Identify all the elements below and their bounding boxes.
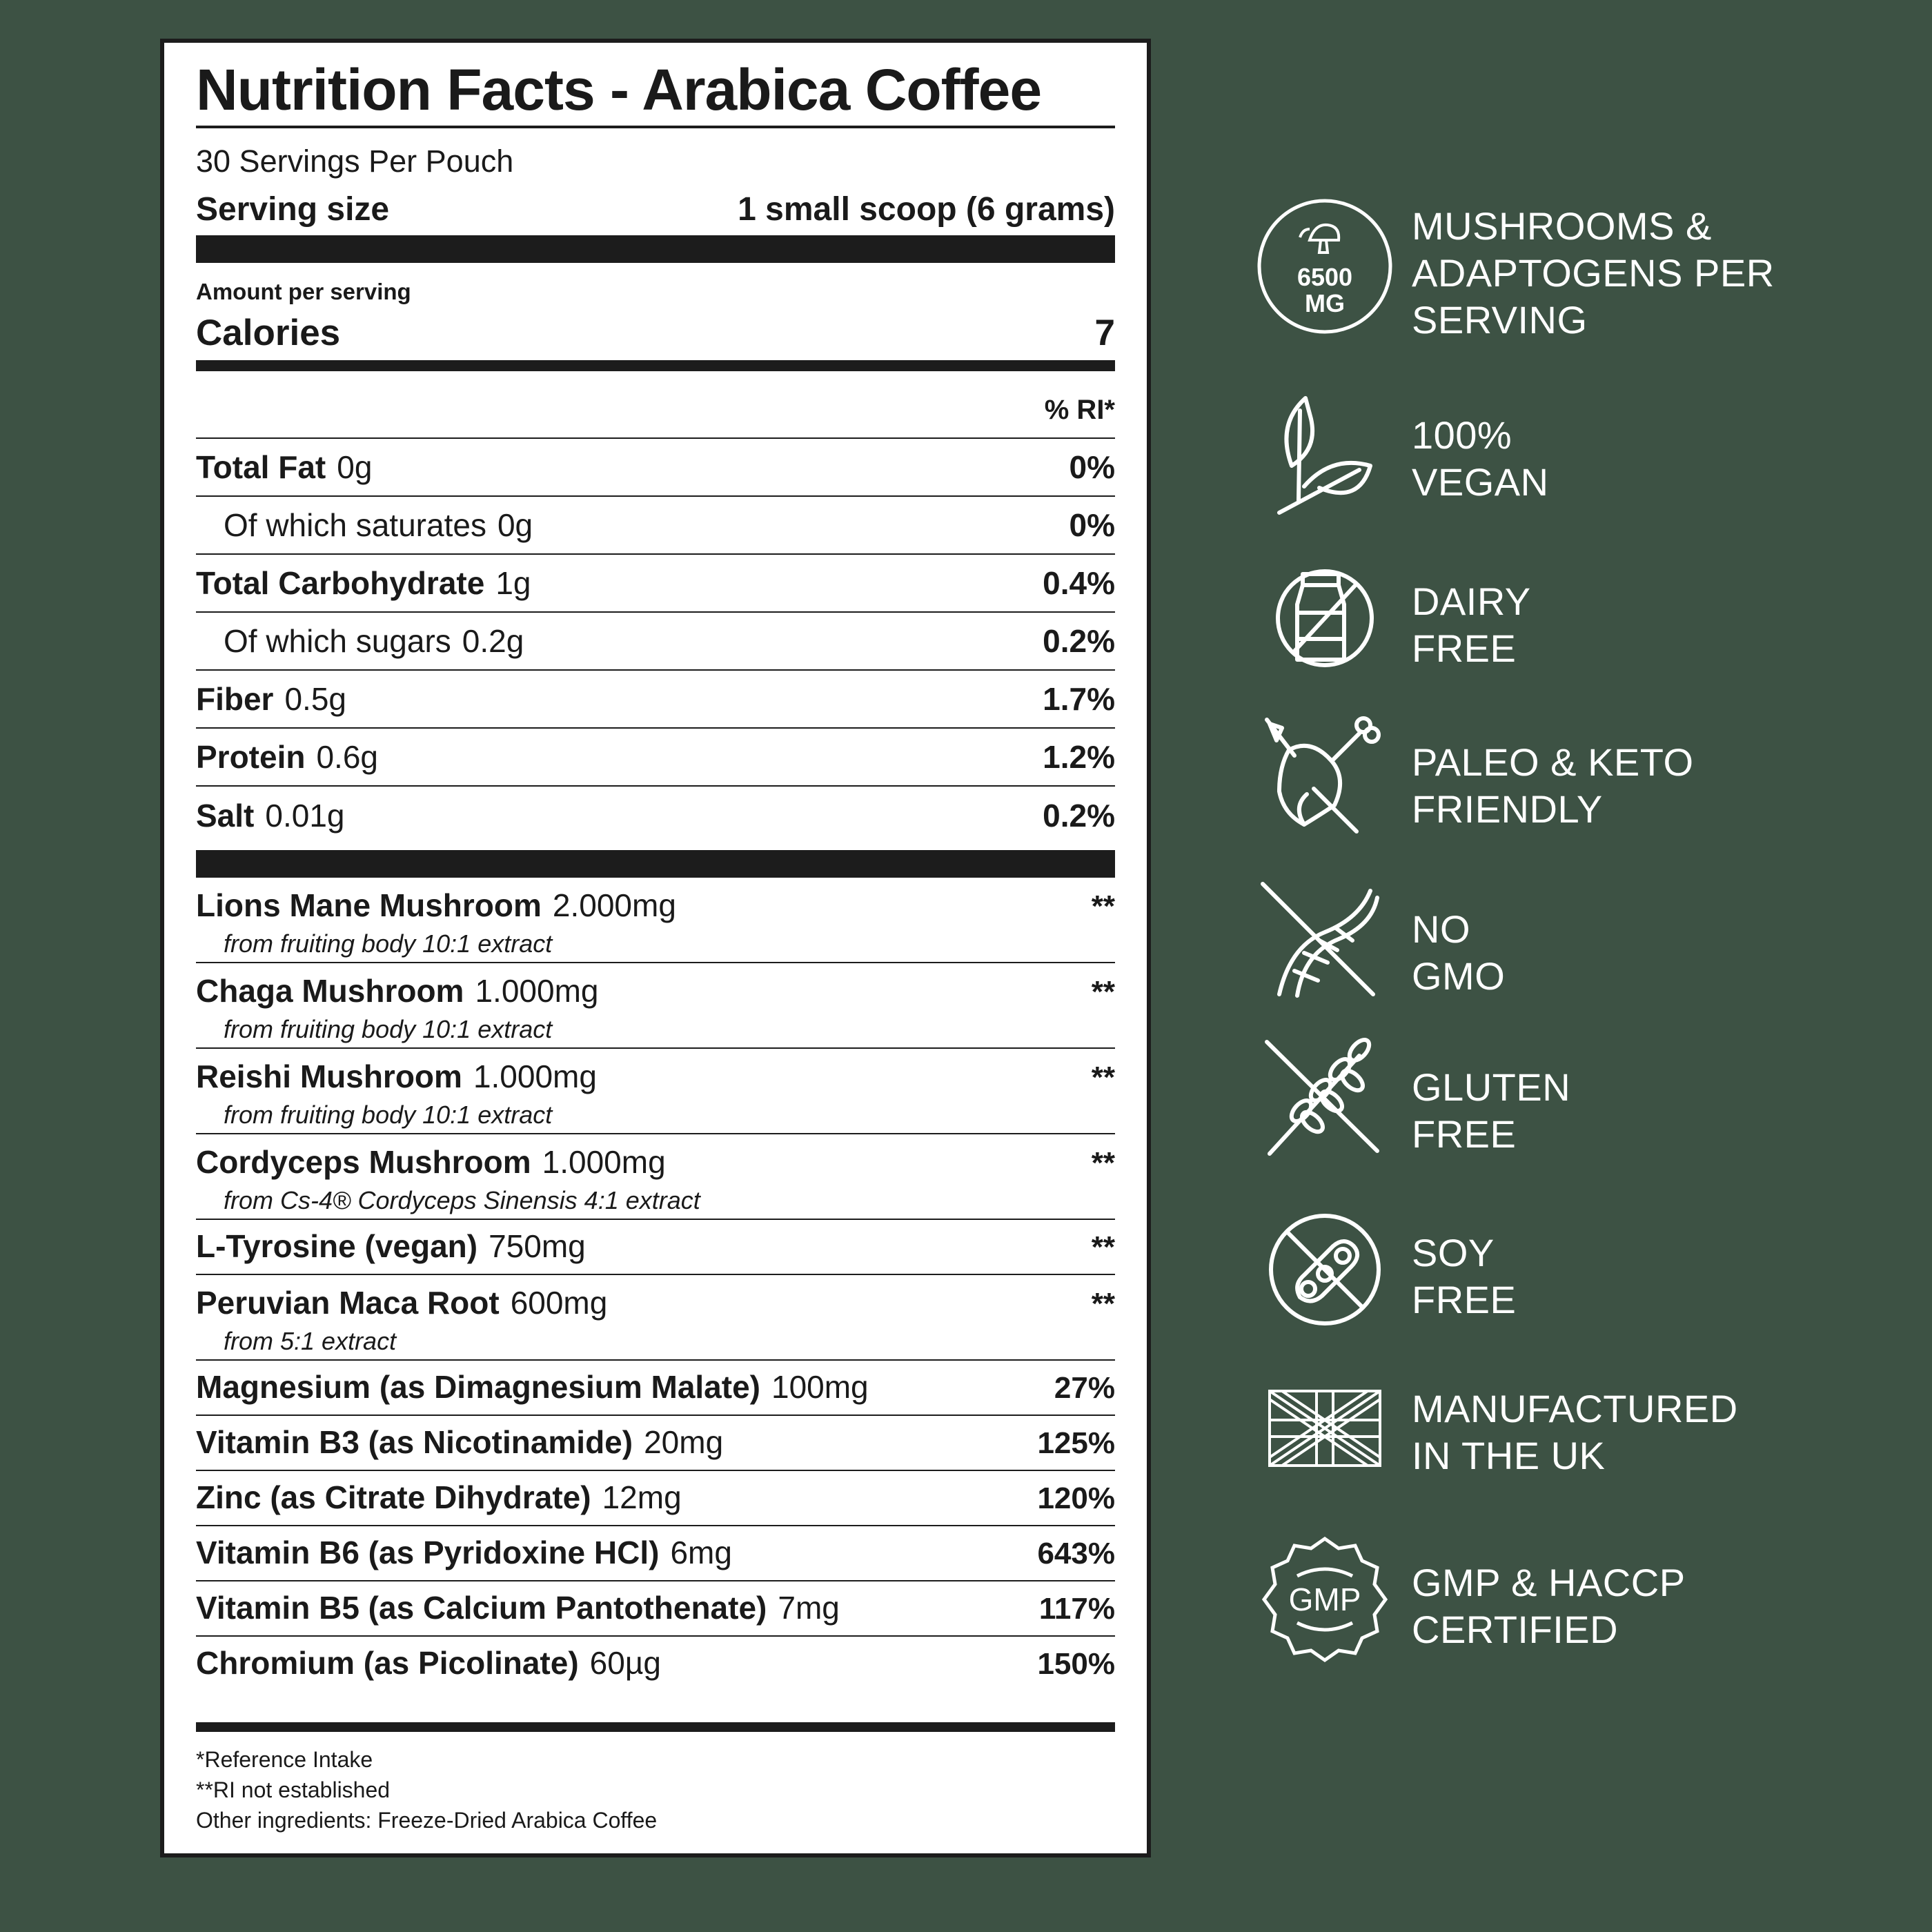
nutrient-name: Total Carbohydrate (196, 565, 485, 601)
ri-column-header (196, 382, 1115, 437)
nutrient-name: Protein (196, 739, 306, 775)
ingredient-percent: 125% (1037, 1426, 1115, 1460)
badge-text (1412, 1201, 1516, 1352)
svg-text:GMP: GMP (1288, 1581, 1361, 1617)
nutrient-name: Salt (196, 798, 255, 834)
ingredient-name: Lions Mane Mushroom (196, 887, 542, 923)
badge-line: SOY (1412, 1231, 1495, 1274)
bottom-divider (196, 1722, 1115, 1732)
ingredient-row (196, 1581, 1115, 1637)
nutrient-name: Total Fat (196, 449, 326, 485)
badge-line: NO (1412, 907, 1470, 951)
ingredient-percent: ** (1091, 1061, 1115, 1094)
ingredient-row (196, 1471, 1115, 1526)
badge-line: GMO (1412, 954, 1506, 998)
ingredient-percent: 643% (1037, 1537, 1115, 1570)
ingredient-row (196, 1416, 1115, 1471)
servings-per-container: 30 Servings Per Pouch (196, 144, 514, 179)
badge-vegan (1256, 383, 1877, 535)
serving-size-row (196, 183, 1115, 235)
ingredient-percent: ** (1091, 889, 1115, 923)
badge-line: GLUTEN (1412, 1065, 1571, 1109)
badge-line: DAIRY (1412, 580, 1531, 623)
ingredient-name: Vitamin B5 (as Calcium Pantothenate) (196, 1590, 767, 1626)
nutrient-name: Of which sugars (224, 623, 451, 659)
ingredient-note: from 5:1 extract (224, 1327, 397, 1355)
nutrient-row (196, 613, 1115, 671)
ingredient-amount: 750mg (489, 1228, 586, 1264)
ingredient-row (196, 1049, 1115, 1134)
badge-line: FREE (1412, 1278, 1517, 1321)
nutrient-percent: 0% (1069, 449, 1115, 485)
calories-label: Calories (196, 312, 341, 353)
badge-paleo-keto (1256, 710, 1877, 862)
nutrient-name: Fiber (196, 681, 274, 717)
ingredient-amount: 60µg (589, 1645, 661, 1681)
ingredient-note: from Cs-4® Cordyceps Sinensis 4:1 extract (224, 1186, 700, 1214)
nutrient-percent: 0.4% (1043, 565, 1115, 601)
badge-text (1412, 710, 1694, 862)
ingredient-name: L-Tyrosine (vegan) (196, 1228, 478, 1264)
ingredient-name: Vitamin B6 (as Pyridoxine HCl) (196, 1535, 660, 1570)
calories-row (196, 305, 1115, 360)
footnote-other-ingredients: Other ingredients: Freeze-Dried Arabica Coffee (196, 1808, 658, 1833)
footnotes (196, 1744, 1115, 1835)
ingredient-percent: ** (1091, 1146, 1115, 1180)
badge-line: ADAPTOGENS PER (1412, 251, 1775, 295)
ingredient-name: Reishi Mushroom (196, 1058, 462, 1094)
ingredient-row (196, 1637, 1115, 1692)
ingredient-percent: 150% (1037, 1647, 1115, 1681)
no-dna-icon (1256, 877, 1394, 1015)
nutrient-percent: 1.2% (1043, 739, 1115, 775)
ingredient-row (196, 1526, 1115, 1581)
ingredient-note: from fruiting body 10:1 extract (224, 929, 553, 958)
nutrient-list (196, 439, 1115, 845)
badge-line: CERTIFIED (1412, 1608, 1619, 1651)
mushroom-dose-icon (1256, 197, 1394, 335)
meat-leg-icon (1256, 710, 1394, 848)
badge-line: FREE (1412, 627, 1517, 670)
footnote-reference-intake: *Reference Intake (196, 1747, 373, 1772)
ingredient-amount: 1.000mg (473, 1058, 597, 1094)
ingredient-note: from fruiting body 10:1 extract (224, 1015, 553, 1043)
badge-text (1412, 549, 1531, 701)
badge-line: IN THE UK (1412, 1434, 1606, 1477)
thick-divider (196, 235, 1115, 263)
ingredient-name: Chaga Mushroom (196, 973, 464, 1009)
uk-flag-icon (1256, 1357, 1394, 1495)
ingredient-name: Peruvian Maca Root (196, 1285, 500, 1321)
footnote-ri-not-established: **RI not established (196, 1777, 391, 1802)
nutrient-row (196, 729, 1115, 787)
ingredient-percent: 117% (1038, 1592, 1115, 1626)
ingredient-name: Cordyceps Mushroom (196, 1144, 531, 1180)
ingredient-amount: 7mg (778, 1590, 840, 1626)
panel-title: Nutrition Facts - Arabica Coffee (196, 57, 1042, 122)
badge-made-in-uk (1256, 1357, 1877, 1508)
ingredient-percent: ** (1091, 1230, 1115, 1264)
no-soy-icon (1256, 1201, 1394, 1339)
nutrient-amount: 0.5g (284, 681, 346, 717)
thick-divider (196, 850, 1115, 878)
nutrient-amount: 1g (495, 565, 531, 601)
nutrient-row (196, 439, 1115, 497)
badge-text (1412, 1530, 1686, 1682)
ingredient-name: Chromium (as Picolinate) (196, 1645, 579, 1681)
badge-line: GMP & HACCP (1412, 1561, 1686, 1604)
ingredient-amount: 20mg (644, 1424, 724, 1460)
nutrient-row (196, 555, 1115, 613)
nutrient-percent: 0% (1069, 507, 1115, 543)
badge-gluten-free (1256, 1035, 1877, 1187)
ingredient-row (196, 1361, 1115, 1416)
badge-gmp-haccp (1256, 1530, 1877, 1682)
ingredient-percent: 27% (1054, 1371, 1115, 1405)
ingredient-row (196, 878, 1115, 963)
ingredient-name: Magnesium (as Dimagnesium Malate) (196, 1369, 760, 1405)
ingredient-percent: 120% (1037, 1481, 1115, 1515)
badge-line: MUSHROOMS & (1412, 204, 1712, 248)
nutrient-row (196, 671, 1115, 729)
badge-line: FRIENDLY (1412, 787, 1603, 831)
ingredient-note: from fruiting body 10:1 extract (224, 1101, 553, 1129)
ingredient-amount: 100mg (771, 1369, 869, 1405)
badge-soy-free (1256, 1201, 1877, 1352)
ingredient-row (196, 1220, 1115, 1275)
nutrient-amount: 0g (497, 507, 533, 543)
badge-text (1412, 1357, 1738, 1508)
ingredient-amount: 2.000mg (552, 887, 676, 923)
ingredient-percent: ** (1091, 975, 1115, 1009)
nutrient-amount: 0g (337, 449, 373, 485)
gmp-seal-icon (1256, 1530, 1394, 1668)
leaf-icon (1256, 383, 1394, 521)
medium-divider (196, 360, 1115, 371)
no-wheat-icon (1256, 1035, 1394, 1173)
svg-text:6500: 6500 (1297, 263, 1353, 291)
ingredient-amount: 600mg (510, 1285, 608, 1321)
ingredient-name: Zinc (as Citrate Dihydrate) (196, 1479, 591, 1515)
amount-per-serving-label: Amount per serving (196, 279, 411, 304)
badge-text (1412, 197, 1775, 349)
calories-value: 7 (1094, 312, 1115, 353)
badge-line: FREE (1412, 1112, 1517, 1156)
ingredient-amount: 1.000mg (542, 1144, 666, 1180)
badge-line: PALEO & KETO (1412, 740, 1694, 784)
nutrient-name: Of which saturates (224, 507, 486, 543)
no-milk-icon (1256, 549, 1394, 687)
ingredient-row (196, 963, 1115, 1049)
nutrient-row (196, 497, 1115, 555)
nutrient-percent: 1.7% (1043, 681, 1115, 717)
badge-line: VEGAN (1412, 460, 1549, 504)
nutrient-amount: 0.01g (265, 798, 345, 834)
nutrient-amount: 0.2g (462, 623, 524, 659)
svg-text:MG: MG (1305, 289, 1345, 317)
nutrient-amount: 0.6g (316, 739, 378, 775)
ingredient-amount: 6mg (670, 1535, 732, 1570)
nutrient-percent: 0.2% (1043, 623, 1115, 659)
ingredient-amount: 12mg (602, 1479, 682, 1515)
ingredient-row (196, 1134, 1115, 1220)
ingredient-percent: ** (1091, 1287, 1115, 1321)
badge-text (1412, 1035, 1570, 1187)
ri-header-label: % RI* (1044, 394, 1115, 425)
badge-text (1412, 383, 1549, 535)
nutrition-facts-panel (160, 39, 1151, 1857)
badge-line: MANUFACTURED (1412, 1387, 1738, 1430)
serving-size-label: Serving size (196, 190, 390, 228)
badge-line: 100% (1412, 413, 1512, 457)
badge-mushroom-dose (1256, 197, 1877, 349)
title-divider (196, 126, 1115, 128)
ingredient-amount: 1.000mg (475, 973, 599, 1009)
badge-text (1412, 877, 1505, 1029)
ingredient-row (196, 1275, 1115, 1361)
ingredient-name: Vitamin B3 (as Nicotinamide) (196, 1424, 633, 1460)
nutrient-row (196, 787, 1115, 845)
active-ingredient-list (196, 878, 1115, 1692)
badge-dairy-free (1256, 549, 1877, 701)
badge-line: SERVING (1412, 298, 1588, 342)
serving-size-value: 1 small scoop (6 grams) (738, 190, 1115, 228)
nutrient-percent: 0.2% (1043, 798, 1115, 834)
badge-no-gmo (1256, 877, 1877, 1029)
